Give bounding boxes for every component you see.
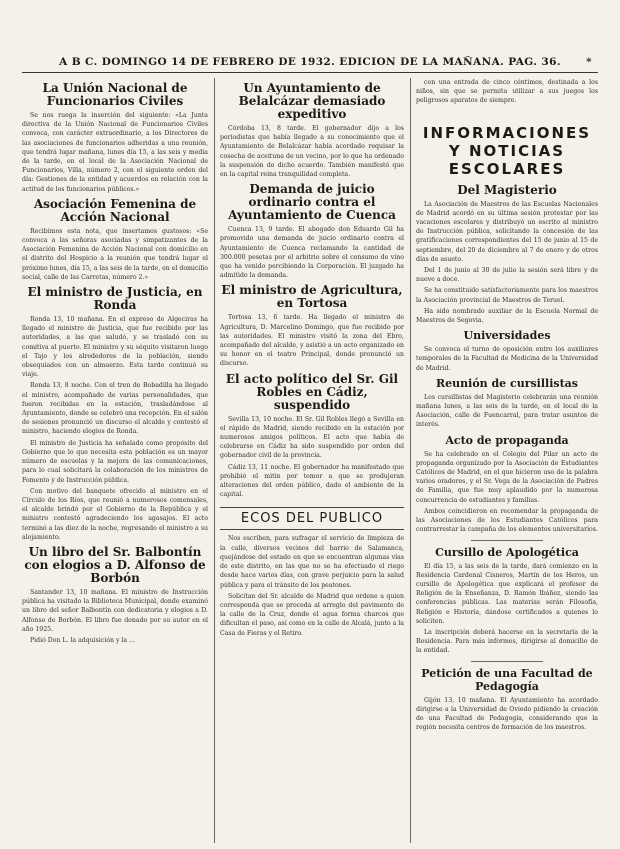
article-text: Cádiz 13, 11 noche. El gobernador ha manifestado que prohibió el mitin por temor a que se produjeran alteraciones del orden público, dado el ambiente de la capital. — [220, 463, 404, 499]
article-text: Cuenca 13, 9 tarde. El abogado don Eduardo Gil ha promovido una demanda de juicio ordinario contra el Ayuntamiento de Cuenca reclamando la cantidad de 300.000 pesetas por el arbitrio sobre el consumo de vino que ha venido percibiendo la Corporación. El juzgado ha admitido la demanda. — [220, 226, 404, 280]
masthead — [22, 56, 598, 68]
article-text: Sevilla 13, 10 noche. El Sr. Gil Robles llegó a Sevilla en el rápido de Madrid, siendo recibido en la estación por numerosos amigos políticos. El acto que había de celebrarse en Cádiz ha sido suspendido por orden del gobernador civil de la provincia. — [220, 415, 404, 460]
headline-magisterio: Del Magisterio — [457, 182, 557, 197]
article-text: Se ha constituido satisfactoriamente para los maestros la Asociación provincial de Maestros de Teruel. — [416, 287, 598, 304]
article-text: La inscripción deberá hacerse en la secretaría de la Residencia. Para más informes, dirigirse al domicilio de la entidad. — [416, 628, 598, 655]
article-text: El ministro de Justicia ha señalado como propósito del Gobierno que lo que necesita esta población es un mayor número de escuelas y la mejora de las comunicaciones, para lo cual solicitará la colaboración de los ministros de Fomento y de Instrucción pública. — [22, 439, 208, 484]
article-text: La Asociación de Maestros de las Escuelas Nacionales de Madrid acordó en su última sesión protestar por las vacaciones escolares y distribuyó un escrito al ministro de Instrucción pública, solicitando la concesión de las gratificaciones correspondientes del 15 de junio al 15 de septiembre, del 20 de diciembre al 7 de enero y de otros días de asueto. — [416, 200, 598, 263]
article-text: Córdoba 13, 8 tarde. El gobernador dijo a los periodistas que había llegado a su conocimiento que el Ayuntamiento de Belalcázar había acordado requisar la cosecha de aceituna de un vecino, por lo que ha ordenado la suspensión de dicho acuerdo. También manifestó que en la capital reina tranquilidad completa. — [220, 125, 404, 179]
headline-funcionarios: La Unión Nacional de Funcionarios Civiles — [42, 81, 188, 108]
header-rule — [22, 72, 598, 73]
headline-acto-propaganda: Acto de propaganda — [445, 433, 569, 447]
headline-demanda-cuenca: Demanda de juicio ordinario contra el Ayuntamiento de Cuenca — [228, 182, 396, 223]
article-text: El día 15, a las seis de la tarde, dará comienzo en la Residencia Cardenal Cisneros, Martín de los Heros, un cursillo de Apologética que explicará el profesor de Religión de la Enseñanza, D. Ramón Ibáñez, siendo las conferencias públicas. Las materias serán Filosofía, Religión e Historia, dándose certificados a quienes lo soliciten. — [416, 562, 598, 625]
separator — [471, 661, 544, 662]
column-3 — [416, 78, 598, 843]
headline-belalcazar: Un Ayuntamiento de Belalcázar demasiado expeditivo — [238, 81, 386, 121]
article-text: Santander 13, 10 mañana. El ministro de Instrucción pública ha visitado la Biblioteca Municipal, donde examinó un libro del señor Balbontín con dedicatoria y elogios a D. Alfonso de Borbón. El libro fue donado por su autor en el año 1925. — [22, 588, 208, 633]
article-text: Se convoca el turno de oposición entre los auxiliares temporales de la Facultad de Medicina de la Universidad de Madrid. — [416, 346, 598, 372]
masthead-mark: * — [586, 56, 592, 68]
headline-ministro-justicia: El ministro de Justicia, en Ronda — [27, 285, 203, 313]
article-text: Ronda 13, 8 noche. Con el tren de Bobadilla ha llegado el ministro, acompañado de varias personalidades, que fueron recibidas en la estación, trasladándose al Ayuntamiento, donde se celebró una recepción. En el salón de sesiones pronunció un discurso el alcalde y contestó el ministro, haciendo elogios de Ronda. — [22, 382, 208, 436]
headline-universidades: Universidades — [463, 329, 551, 343]
article-text: Gijón 13, 10 mañana. El Ayuntamiento ha acordado dirigirse a la Universidad de Oviedo pidiendo la creación de una Facultad de Pedagogía, considerando que la región necesita centros de formación de los maestros. — [416, 696, 598, 732]
article-text: con una entrada de cinco céntimos, destinada a los niños, sin que se permita utilizar a sus juegos los peligrosos aparatos de siempre. — [416, 79, 598, 105]
headline-ministro-agricultura: El ministro de Agricultura, en Tortosa — [221, 283, 403, 311]
article-text: Ha sido nombrado auxiliar de la Escuela Normal de Maestros de Segovia. — [416, 307, 598, 325]
article-text: Tortosa 13, 6 tarde. Ha llegado el ministro de Agricultura, D. Marcelino Domingo, que fue recibido por las autoridades. El ministro visitó la zona del Ebro, acompañado del alcalde, y asistió a un acto organizado en su honor en el teatro Principal, donde pronunció un discurso. — [220, 314, 404, 368]
article-text: Los cursillistas del Magisterio celebrarán una reunión mañana lunes, a las seis de la tarde, en el local de la Asociación, calle de Fuencarral, para tratar asuntos de interés. — [416, 393, 598, 429]
article-text: Ambos coincidieron en recomendar la propaganda de las Asociaciones de los Estudiantes Católicos para contrarrestar la campaña de los elementos universitarios. — [416, 507, 598, 534]
column-divider-2 — [410, 78, 411, 843]
column-divider-1 — [214, 78, 215, 843]
headline-facultad-pedagogia: Petición de una Facultad de Pedagogía — [421, 666, 593, 693]
section-informaciones-escolares: INFORMACIONES Y NOTICIAS ESCOLARES — [422, 123, 592, 178]
headline-asociacion-femenina: Asociación Femenina de Acción Nacional — [33, 196, 197, 224]
section-ecos-del-publico: ECOS DEL PUBLICO — [220, 507, 404, 530]
article-text: Ronda 13, 10 mañana. En el expreso de Algeciras ha llegado el ministro de Justicia, que fue recibido por las autoridades, a las que saludó, y se trasladó con su comitiva al puerto. El ministro y su séquito visitaron luego el Tajo y los alrededores de la población, siendo obsequiados con un almuerzo. Esta tarde continuó su viaje. — [22, 316, 208, 379]
article-text: Recibimos esta nota, que insertamos gustosos: «Se convoca a las señoras asociadas y simpatizantes de la Asociación Femenina de Acción Nacional con domicilio en el distrito del Hospicio a la reunión que tendrá lugar el próximo lunes, día 15, a las seis de la tarde, en el domicilio social, calle de las Carretas, número 2.» — [22, 227, 208, 281]
column-2 — [220, 78, 404, 843]
headline-libro-balbontin: Un libro del Sr. Balbontín con elogios a D. Alfonso de Borbón — [24, 544, 206, 585]
headline-cursillistas: Reunión de cursillistas — [436, 376, 578, 390]
article-text: Pidió Don L. la adquisición y la ... — [30, 636, 135, 644]
column-1 — [22, 78, 208, 843]
headline-gil-robles: El acto político del Sr. Gil Robles en Cádiz, suspendido — [225, 371, 399, 412]
separator — [471, 540, 544, 541]
article-text: Con motivo del banquete ofrecido al ministro en el Círculo de los Ríos, que reunió a numerosos comensales, el alcalde brindó por el Gobierno de la República y el ministro contestó agradeciendo los agasajos. El acto terminó a las diez de la noche, regresando el ministro a su alojamiento. — [22, 487, 208, 541]
article-text: Solicitan del Sr. alcalde de Madrid que ordene a quien corresponda que se proceda al arreglo del pavimento de la calle de la Cruz, donde el agua forma charcos que dificultan el paso, así como en la calle de Alcalá, junto a la Casa de Fieras y el Retiro. — [220, 592, 404, 637]
article-text: Se ha celebrado en el Colegio del Pilar un acto de propaganda organizado por la Asociación de Estudiantes Católicos de Madrid, en el que hicieron uso de la palabra varios oradores, y el Sr. Vega de la Asociación de Padres de Familia, que fue muy aplaudido por la numerosa concurrencia de estudiantes y familias. — [416, 450, 598, 504]
article-text: Del 1 de junio al 30 de julio la sesión será libre y de nueve a doce. — [416, 267, 598, 284]
headline-apologetica: Cursillo de Apologética — [435, 545, 579, 559]
article-text: Nos escriben, para sufragar el servicio de limpieza de la calle, diversos vecinos del barrio de Salamanca, quejándose del estado en que se encuentran algunas vías de este distrito, en las que no se ha efectuado el riego desde hace varios días, con grave perjuicio para la salud pública y para el tránsito de los peatones. — [220, 535, 404, 589]
article-text: Se nos ruega la inserción del siguiente: «La Junta directiva de la Unión Nacional de Funcionarios Civiles convoca, con carácter extraordinario, a los Directores de las asociaciones de funcionarios adheridas a una reunión, que tendrá lugar mañana, lunes día 15, a las seis y media de la tarde, en el local de la Asociación Nacional de Funcionarios, Villa, número 2, con el siguiente orden del día: Gestiones de la entidad y acuerdos en relación con la actitud de los funcionarios públicos.» — [22, 112, 208, 193]
masthead-text: A B C. DOMINGO 14 DE FEBRERO DE 1932. EDICION DE LA MAÑANA. PAG. 36. — [59, 56, 561, 68]
